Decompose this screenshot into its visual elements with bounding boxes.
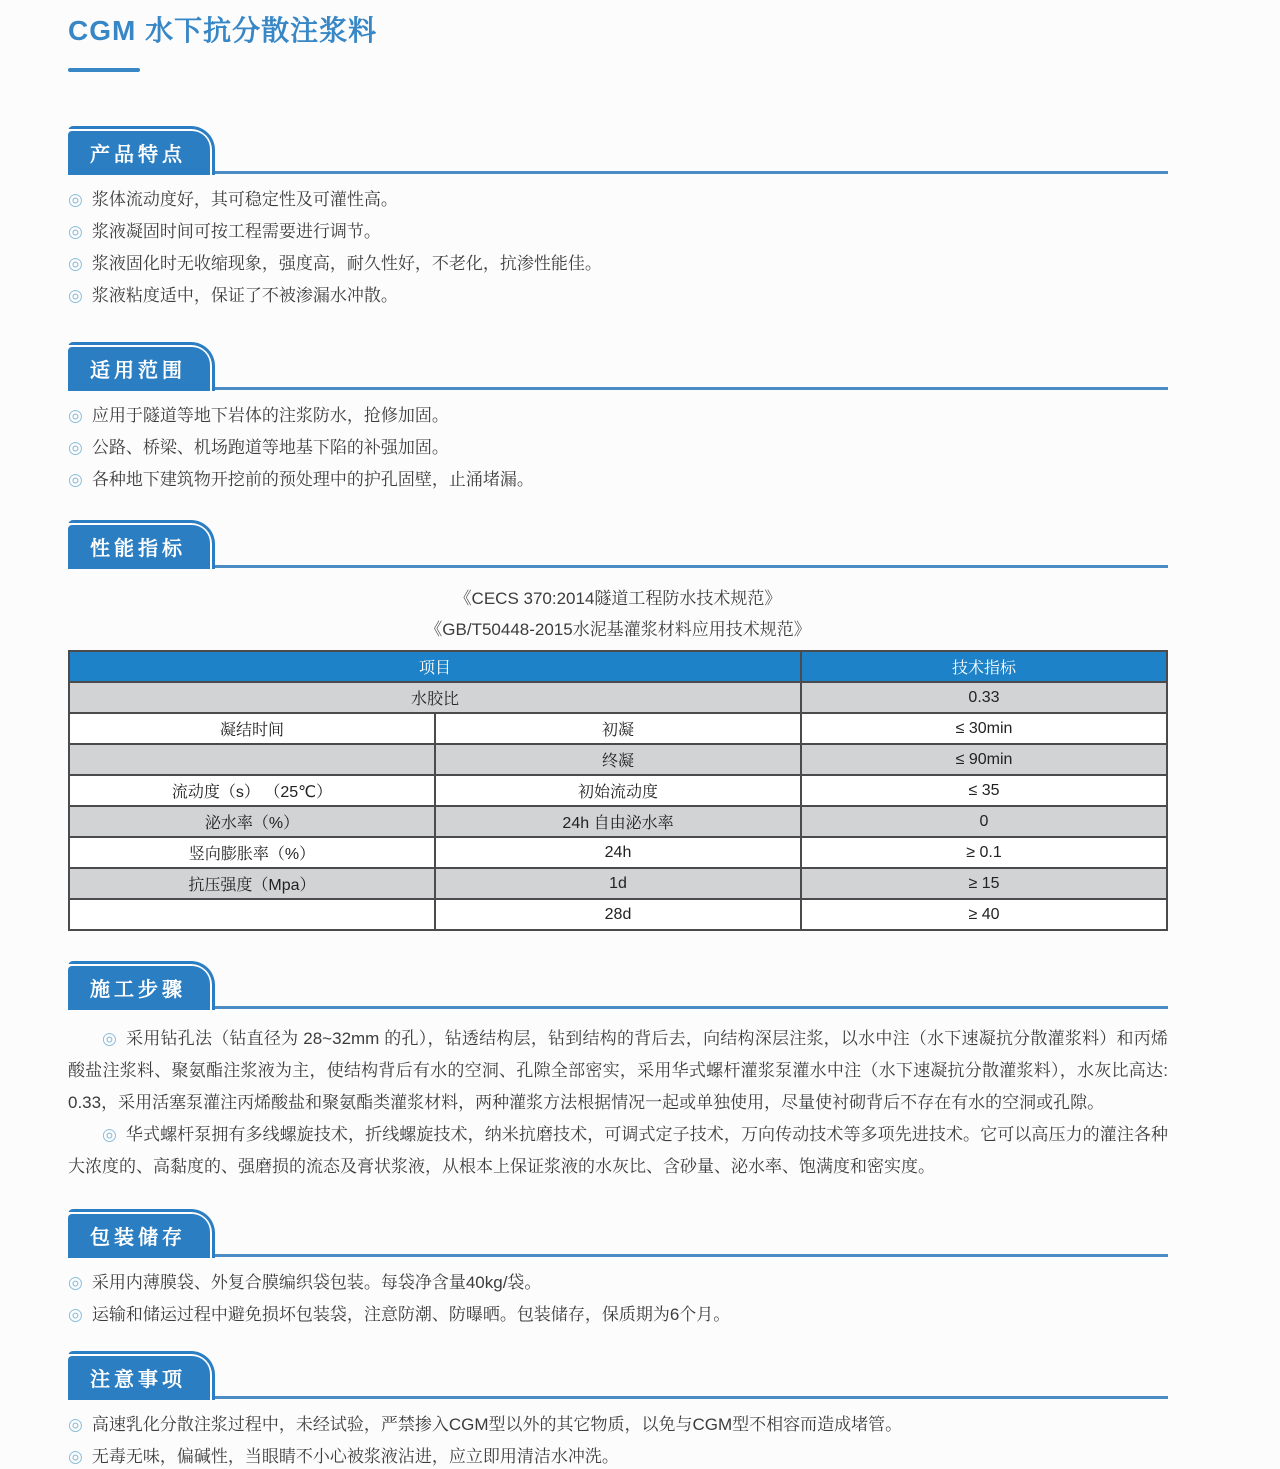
table-cell: 1d — [435, 868, 801, 899]
section-rule — [215, 171, 1168, 174]
bullet-icon: ◎ — [68, 286, 83, 305]
standards-list — [68, 583, 1168, 645]
table-row — [69, 682, 1167, 713]
scope-list — [68, 404, 1168, 492]
section-scope — [68, 342, 1168, 492]
list-item-text: 运输和储运过程中避免损坏包装袋，注意防潮、防曝晒。包装储存，保质期为6个月。 — [91, 1305, 731, 1324]
section-header — [68, 1351, 1168, 1400]
list-item — [68, 188, 1168, 212]
section-header — [68, 126, 1168, 175]
section-tab-label: 包装储存 — [68, 1214, 210, 1258]
section-header — [68, 961, 1168, 1010]
table-row — [69, 775, 1167, 806]
list-item — [68, 284, 1168, 308]
table-row — [69, 713, 1167, 744]
table-header-spec: 技术指标 — [801, 651, 1167, 682]
list-item-text: 高速乳化分散注浆过程中，未经试验，严禁掺入CGM型以外的其它物质，以免与CGM型不相容而造成堵管。 — [91, 1415, 903, 1434]
page-title: CGM 水下抗分散注浆料 — [68, 15, 378, 46]
list-item — [68, 252, 1168, 276]
section-rule — [215, 565, 1168, 568]
section-packaging — [68, 1209, 1168, 1327]
table-cell: 终凝 — [435, 744, 801, 775]
section-tab-label: 注意事项 — [68, 1356, 210, 1400]
list-item — [68, 436, 1168, 460]
section-header — [68, 1209, 1168, 1258]
section-rule — [215, 1396, 1168, 1399]
table-cell: 初始流动度 — [435, 775, 801, 806]
bullet-icon: ◎ — [68, 222, 83, 241]
bullet-icon: ◎ — [68, 406, 83, 425]
table-cell: ≥ 0.1 — [801, 837, 1167, 868]
bullet-icon: ◎ — [68, 1305, 83, 1324]
table-row — [69, 744, 1167, 775]
bullet-icon: ◎ — [68, 470, 83, 489]
list-item — [68, 468, 1168, 492]
section-tab — [68, 1351, 215, 1400]
bullet-icon: ◎ — [102, 1029, 118, 1048]
list-item — [68, 1413, 1168, 1437]
section-tab-label: 性能指标 — [68, 525, 210, 569]
bullet-icon: ◎ — [68, 1447, 83, 1466]
table-cell: 水胶比 — [69, 682, 801, 713]
list-item — [68, 404, 1168, 428]
table-cell: ≤ 90min — [801, 744, 1167, 775]
table-cell: 28d — [435, 899, 801, 930]
bullet-icon: ◎ — [68, 1273, 83, 1292]
section-performance — [68, 520, 1168, 931]
bullet-icon: ◎ — [102, 1125, 117, 1144]
section-notes — [68, 1351, 1168, 1469]
section-tab — [68, 126, 215, 175]
section-tab — [68, 961, 215, 1010]
table-cell: 0 — [801, 806, 1167, 837]
table-cell: 0.33 — [801, 682, 1167, 713]
table-cell: 抗压强度（Mpa） — [69, 868, 435, 899]
paragraph-text: 采用钻孔法（钻直径为 28~32mm 的孔），钻透结构层，钻到结构的背后去，向结构深层注浆，以水中注（水下速凝抗分散灌浆料）和丙烯酸盐注浆料、聚氨酯注浆液为主，使结构背后有水的空洞、孔隙全部密实，采用华式螺杆灌浆泵灌水中注（水下速凝抗分散灌浆料），水灰比高达: 0.33，采用活塞泵灌注丙烯酸盐和聚氨酯类灌浆材料，两种灌浆方法根据情况一起或单独使用，尽量使衬砌背后不存在有水的空洞或孔隙。 — [68, 1029, 1168, 1112]
table-cell: ≤ 35 — [801, 775, 1167, 806]
bullet-icon: ◎ — [68, 254, 83, 273]
table-row — [69, 899, 1167, 930]
list-item-text: 应用于隧道等地下岩体的注浆防水，抢修加固。 — [91, 406, 449, 425]
table-cell: 凝结时间 — [69, 713, 435, 744]
standard-reference: 《CECS 370:2014隧道工程防水技术规范》 — [454, 589, 782, 608]
table-cell — [69, 744, 435, 775]
table-cell: ≤ 30min — [801, 713, 1167, 744]
table-cell: 竖向膨胀率（%） — [69, 837, 435, 868]
table-cell: ≥ 40 — [801, 899, 1167, 930]
table-cell: 初凝 — [435, 713, 801, 744]
list-item-text: 浆体流动度好，其可稳定性及可灌性高。 — [91, 190, 398, 209]
list-item — [68, 1303, 1168, 1327]
list-item-text: 采用内薄膜袋、外复合膜编织袋包装。每袋净含量40kg/袋。 — [91, 1273, 542, 1292]
list-item-text: 各种地下建筑物开挖前的预处理中的护孔固壁，止涌堵漏。 — [91, 470, 534, 489]
table-row — [69, 806, 1167, 837]
features-list — [68, 188, 1168, 308]
bullet-icon: ◎ — [68, 438, 83, 457]
construction-paragraph — [68, 1023, 1168, 1119]
paragraph-text: 华式螺杆泵拥有多线螺旋技术，折线螺旋技术，纳米抗磨技术，可调式定子技术，万向传动技术等多项先进技术。它可以高压力的灌注各种大浓度的、高黏度的、强磨损的流态及膏状浆液，从根本上保证浆液的水灰比、含砂量、泌水率、饱满度和密实度。 — [68, 1125, 1168, 1176]
section-tab — [68, 1209, 215, 1258]
section-header — [68, 520, 1168, 569]
list-item — [68, 1271, 1168, 1295]
section-tab-label: 适用范围 — [68, 347, 210, 391]
performance-table — [68, 650, 1168, 931]
section-tab-label: 产品特点 — [68, 131, 210, 175]
list-item-text: 无毒无味，偏碱性，当眼睛不小心被浆液沾进，应立即用清洁水冲洗。 — [91, 1447, 619, 1466]
section-rule — [215, 1006, 1168, 1009]
table-cell: 24h — [435, 837, 801, 868]
construction-paragraph — [68, 1119, 1168, 1183]
notes-list — [68, 1413, 1168, 1469]
bullet-icon: ◎ — [68, 190, 83, 209]
section-tab — [68, 342, 215, 391]
section-tab-label: 施工步骤 — [68, 966, 210, 1010]
section-tab — [68, 520, 215, 569]
table-row — [69, 837, 1167, 868]
section-features — [68, 126, 1168, 308]
section-rule — [215, 1254, 1168, 1257]
list-item-text: 浆液凝固时间可按工程需要进行调节。 — [91, 222, 381, 241]
table-cell: ≥ 15 — [801, 868, 1167, 899]
table-cell — [69, 899, 435, 930]
packaging-list — [68, 1271, 1168, 1327]
table-cell: 流动度（s） （25℃） — [69, 775, 435, 806]
section-header — [68, 342, 1168, 391]
list-item-text: 公路、桥梁、机场跑道等地基下陷的补强加固。 — [91, 438, 449, 457]
construction-paragraphs — [68, 1023, 1168, 1183]
table-header-row — [69, 651, 1167, 682]
table-cell: 24h 自由泌水率 — [435, 806, 801, 837]
table-header-item: 项目 — [69, 651, 801, 682]
table-cell: 泌水率（%） — [69, 806, 435, 837]
list-item-text: 浆液粘度适中，保证了不被渗漏水冲散。 — [91, 286, 398, 305]
section-construction — [68, 961, 1168, 1183]
section-rule — [215, 387, 1168, 390]
list-item-text: 浆液固化时无收缩现象，强度高，耐久性好，不老化，抗渗性能佳。 — [91, 254, 602, 273]
list-item — [68, 220, 1168, 244]
standard-reference: 《GB/T50448-2015水泥基灌浆材料应用技术规范》 — [425, 620, 811, 639]
bullet-icon: ◎ — [68, 1415, 83, 1434]
table-row — [69, 868, 1167, 899]
title-underline — [68, 68, 140, 72]
list-item — [68, 1445, 1168, 1469]
